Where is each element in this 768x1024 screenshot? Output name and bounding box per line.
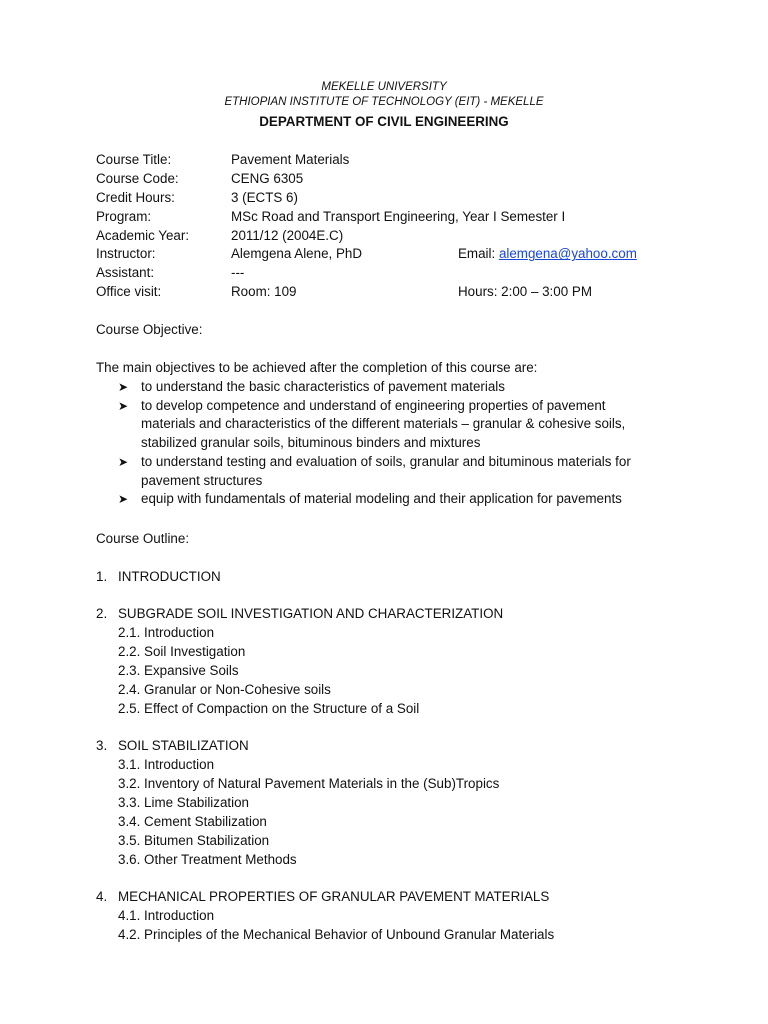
subsection-item: 3.3. Lime Stabilization — [118, 795, 250, 810]
subsection-item: 2.5. Effect of Compaction on the Structure of a Soil — [118, 701, 420, 716]
section-title — [96, 887, 696, 906]
section-title-text: INTRODUCTION — [118, 569, 221, 584]
subsection-list — [96, 755, 696, 869]
objective-item — [118, 378, 678, 397]
section-title — [96, 567, 696, 586]
info-label: Course Code: — [96, 170, 179, 186]
office-hours-value: Hours: 2:00 – 3:00 PM — [458, 284, 592, 300]
course-title-value: Pavement Materials — [231, 152, 350, 167]
program-value: MSc Road and Transport Engineering, Year I Semester I — [231, 208, 566, 224]
course-code-value: CENG 6305 — [231, 170, 304, 186]
subsection-item: 2.3. Expansive Soils — [118, 663, 239, 678]
section-number: 4. — [96, 889, 108, 904]
info-label: Program: — [96, 208, 152, 224]
outline-section — [96, 604, 696, 718]
section-title — [96, 736, 696, 755]
subsection-item: 3.4. Cement Stabilization — [118, 814, 267, 829]
objective-line: equip with fundamentals of material modeling and their application for pavements — [141, 491, 622, 507]
section-title — [96, 604, 696, 623]
info-label: Credit Hours: — [96, 189, 175, 205]
section-number: 1. — [96, 569, 108, 584]
instructor-value: Alemgena Alene, PhD — [231, 246, 363, 262]
subsection-list — [96, 623, 696, 718]
office-room-value: Room: 109 — [231, 284, 297, 300]
arrow-bullet-icon: ➤ — [118, 454, 129, 469]
objective-line: to develop competence and understand of engineering properties of pavement — [141, 397, 606, 413]
section-number: 3. — [96, 738, 108, 753]
objective-heading: Course Objective: — [96, 322, 203, 337]
email-label: Email: — [458, 246, 499, 262]
info-label: Instructor: — [96, 246, 156, 262]
outline-section — [96, 887, 696, 944]
assistant-value: --- — [231, 265, 245, 281]
email-block — [458, 245, 637, 264]
academic-year-value: 2011/12 (2004E.C) — [231, 227, 344, 243]
objective-item — [118, 453, 678, 490]
section-title-text: SUBGRADE SOIL INVESTIGATION AND CHARACTERIZATION — [118, 606, 504, 621]
outline-section — [96, 567, 696, 586]
email-link[interactable]: alemgena@yahoo.com — [498, 246, 637, 262]
subsection-item: 3.6. Other Treatment Methods — [118, 852, 297, 867]
objective-item — [118, 490, 678, 509]
info-label: Assistant: — [96, 265, 155, 281]
subsection-item: 2.4. Granular or Non-Cohesive soils — [118, 682, 331, 697]
section-title-text: SOIL STABILIZATION — [118, 738, 249, 753]
arrow-bullet-icon: ➤ — [118, 380, 129, 394]
department-title: DEPARTMENT OF CIVIL ENGINEERING — [259, 114, 509, 129]
objective-list — [118, 378, 678, 509]
subsection-item: 3.2. Inventory of Natural Pavement Materials in the (Sub)Tropics — [118, 776, 500, 791]
objective-line: pavement structures — [141, 472, 263, 488]
university-name: MEKELLE UNIVERSITY — [321, 81, 447, 93]
credit-hours-value: 3 (ECTS 6) — [231, 189, 298, 205]
outline-section — [96, 736, 696, 869]
objective-line: stabilized granular soils, bituminous binders and mixtures — [141, 435, 481, 451]
section-title-text: MECHANICAL PROPERTIES OF GRANULAR PAVEMENT MATERIALS — [118, 889, 550, 904]
arrow-bullet-icon: ➤ — [118, 398, 129, 413]
institute-name: ETHIOPIAN INSTITUTE OF TECHNOLOGY (EIT) - MEKELLE — [224, 96, 544, 108]
info-label: Course Title: — [96, 152, 172, 167]
course-outline — [96, 567, 696, 962]
info-label: Office visit: — [96, 284, 162, 300]
info-label: Academic Year: — [96, 227, 190, 243]
objective-line: to understand the basic characteristics of pavement materials — [141, 379, 505, 394]
objective-line: to understand testing and evaluation of soils, granular and bituminous materials for — [141, 453, 631, 469]
subsection-item: 3.5. Bitumen Stabilization — [118, 833, 270, 848]
subsection-item: 2.2. Soil Investigation — [118, 644, 246, 659]
section-number: 2. — [96, 606, 108, 621]
arrow-bullet-icon: ➤ — [118, 492, 129, 507]
outline-heading: Course Outline: — [96, 531, 190, 546]
objective-line: materials and characteristics of the different materials – granular & cohesive soils, — [141, 416, 626, 432]
subsection-item: 3.1. Introduction — [118, 757, 215, 772]
subsection-item: 2.1. Introduction — [118, 625, 215, 640]
subsection-item: 4.2. Principles of the Mechanical Behavior of Unbound Granular Materials — [118, 927, 555, 942]
objective-intro: The main objectives to be achieved after the completion of this course are: — [96, 360, 538, 375]
subsection-item: 4.1. Introduction — [118, 908, 215, 923]
subsection-list — [96, 906, 696, 944]
objective-item — [118, 397, 678, 453]
